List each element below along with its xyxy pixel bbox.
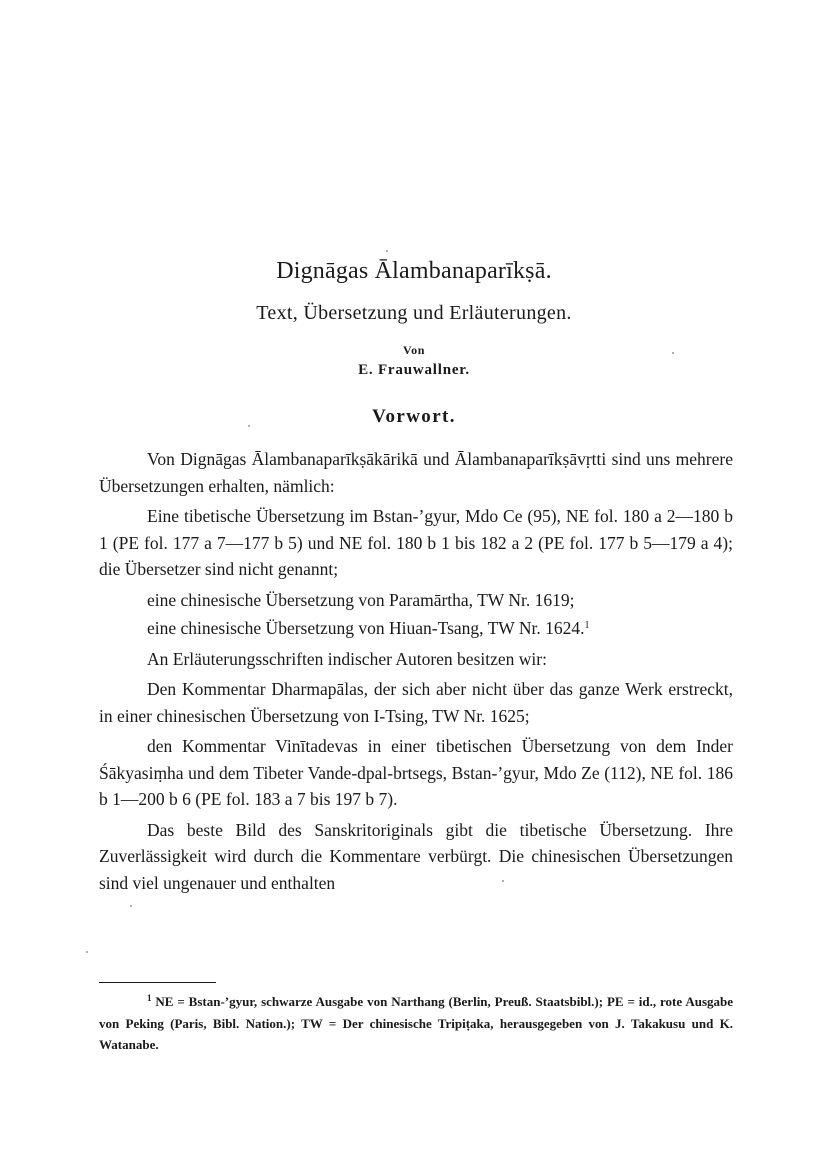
paragraph-paramartha-translation: eine chinesische Übersetzung von Paramārtha, TW Nr. 1619;: [147, 589, 575, 610]
scan-speck: [130, 905, 132, 907]
scan-speck: [386, 250, 388, 252]
footnote-text: NE = Bstan-ʼgyur, schwarze Ausgabe von Narthang (Berlin, Preuß. Staatsbibl.); PE = id., rote Ausgabe von Peking (Paris, Bibl. Nation.); TW = Der chinesische Tripiṭaka, herausgegeben von J. Takakusu und K. Watanabe.: [99, 994, 734, 1052]
scan-speck: [86, 951, 88, 953]
paragraph-commentaries-intro: An Erläuterungsschriften indischer Autoren besitzen wir:: [147, 648, 547, 669]
author-name: E. Frauwallner.: [358, 362, 470, 378]
footnote: [99, 988, 733, 1056]
footnote-divider: [99, 982, 216, 983]
paragraph-dharmapala-commentary: Den Kommentar Dharmapālas, der sich aber nicht über das ganze Werk erstreckt, in einer chinesischen Übersetzung von I-Tsing, TW Nr. 1625;: [99, 679, 733, 726]
paragraph-hiuan-tsang-translation: [99, 613, 733, 642]
paragraph-intro: Von Dignāgas Ālambanaparīkṣākārikā und Ālambanaparīkṣāvṛtti sind uns mehrere Übersetzungen erhalten, nämlich:: [99, 449, 733, 496]
scan-speck: [502, 880, 504, 882]
page-subtitle: Text, Übersetzung und Erläuterungen.: [256, 302, 572, 324]
footnote-mark: 1: [147, 993, 152, 1003]
paragraph-vinitadeva-commentary: den Kommentar Vinītadevas in einer tibetischen Übersetzung von dem Inder Śākyasiṃha und dem Tibeter Vande-dpal-brtsegs, Bstan-ʼgyur, Mdo Ze (112), NE fol. 186 b 1—200 b 6 (PE fol. 183 a 7 bis 197 b 7).: [99, 736, 733, 809]
scan-speck: [672, 352, 674, 354]
hiuan-tsang-text: eine chinesische Übersetzung von Hiuan-Tsang, TW Nr. 1624.: [147, 618, 585, 638]
paragraph-assessment: Das beste Bild des Sanskritoriginals gibt die tibetische Übersetzung. Ihre Zuverlässigkeit wird durch die Kommentare verbürgt. Die chinesischen Übersetzungen sind viel ungenauer und enthalten: [99, 819, 733, 893]
paragraph-tibetan-translation: Eine tibetische Übersetzung im Bstan-ʼgyur, Mdo Ce (95), NE fol. 180 a 2—180 b 1 (PE fol. 177 a 7—177 b 5) und NE fol. 180 b 1 bis 182 a 2 (PE fol. 177 b 5—179 a 4); die Übersetzer sind nicht genannt;: [99, 506, 733, 579]
footnote-reference: 1: [584, 620, 590, 631]
scan-speck: [248, 425, 250, 427]
footnote-paragraph: [99, 988, 733, 1056]
page-title: Dignāgas Ālambanaparīkṣā.: [276, 258, 552, 284]
byline-label: Von: [402, 343, 426, 357]
section-heading: Vorwort.: [372, 406, 456, 427]
body-text: [99, 446, 733, 896]
